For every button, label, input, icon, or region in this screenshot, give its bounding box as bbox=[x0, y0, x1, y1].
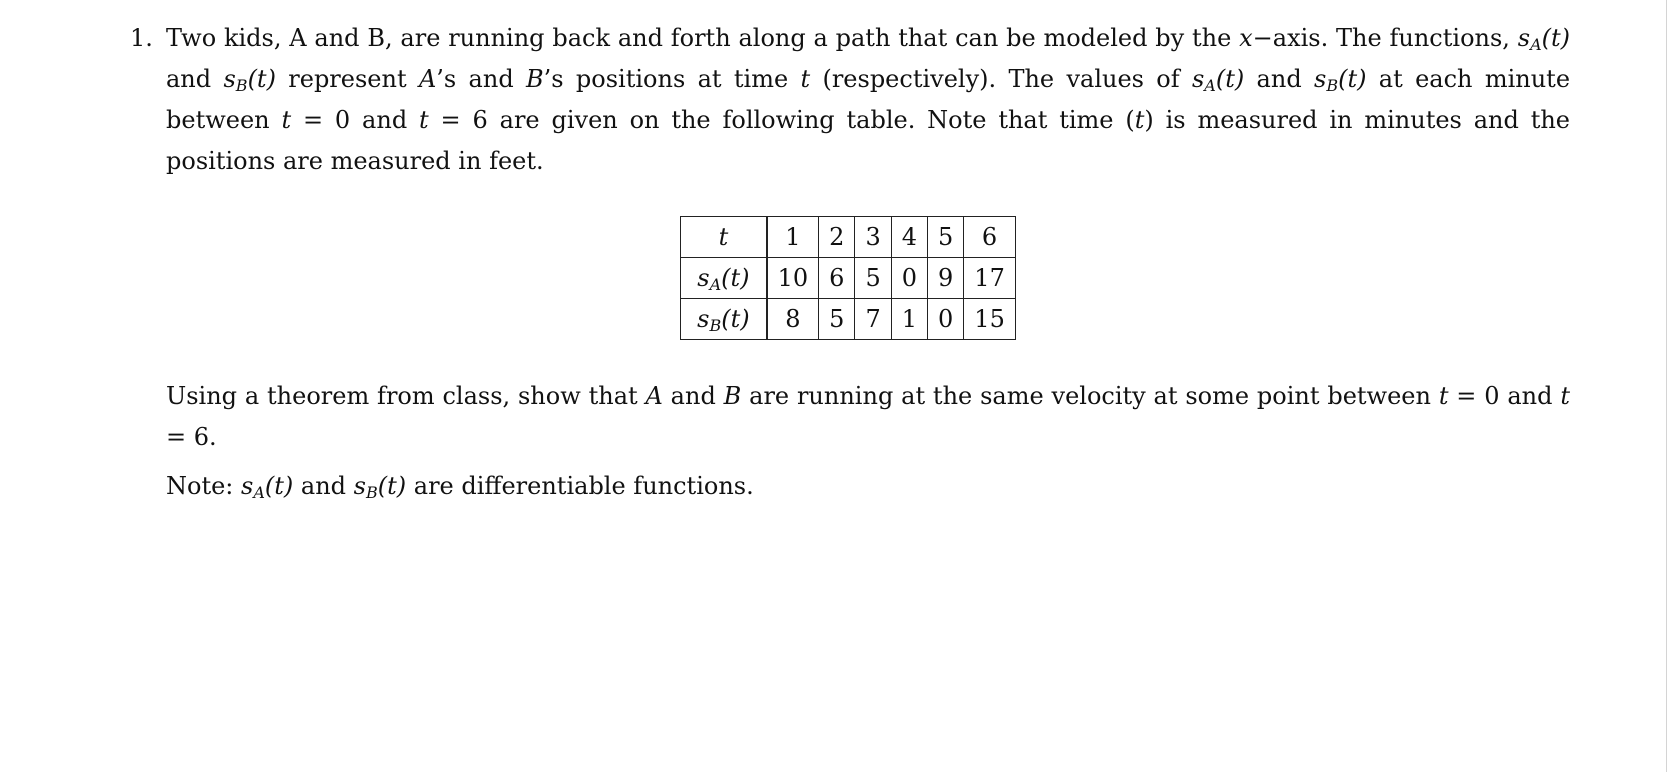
table-cell: 6 bbox=[819, 258, 855, 299]
table-row bbox=[681, 217, 1016, 258]
table-cell: 3 bbox=[855, 217, 891, 258]
problem-note: Note: $s_A(t)$ and $s_B(t)$ are differentiable functions. bbox=[166, 472, 754, 502]
table-row bbox=[681, 299, 1016, 340]
problem-1 bbox=[130, 18, 1570, 507]
table-cell: 17 bbox=[964, 258, 1016, 299]
table-cell: 9 bbox=[928, 258, 964, 299]
row-label: $s_A(t)$ bbox=[681, 258, 767, 299]
table-cell: 10 bbox=[767, 258, 819, 299]
problem-intro: Two kids, A and B, are running back and forth along a path that can be modeled by the x−axis. The functions, $s_A(t)$ and $s_B(t)$ represent A’s and B’s positions at time t (respectively). The values of $s_A(t)$ and $s_B(t)$ at each minute between t = 0 and t = 6 are given on the following table. Note that time (t) is measured in minutes and the positions are measured in feet. bbox=[166, 24, 1571, 175]
table-cell: 2 bbox=[819, 217, 855, 258]
position-table-wrap bbox=[166, 216, 1570, 340]
table-cell: 15 bbox=[964, 299, 1016, 340]
problem-number: 1. bbox=[130, 24, 153, 52]
row-label: $s_B(t)$ bbox=[681, 299, 767, 340]
table-cell: 0 bbox=[891, 258, 927, 299]
table-cell: 1 bbox=[767, 217, 819, 258]
table-cell: 5 bbox=[928, 217, 964, 258]
row-label: t bbox=[681, 217, 767, 258]
table-cell: 1 bbox=[891, 299, 927, 340]
problem-body bbox=[166, 18, 1570, 507]
table-cell: 7 bbox=[855, 299, 891, 340]
table-cell: 6 bbox=[964, 217, 1016, 258]
table-cell: 5 bbox=[819, 299, 855, 340]
table-cell: 4 bbox=[891, 217, 927, 258]
problem-question: Using a theorem from class, show that A and B are running at the same velocity at some point between t = 0 and t = 6. bbox=[166, 382, 1570, 451]
table-row bbox=[681, 258, 1016, 299]
table-cell: 5 bbox=[855, 258, 891, 299]
position-table bbox=[680, 216, 1016, 340]
table-cell: 8 bbox=[767, 299, 819, 340]
table-cell: 0 bbox=[928, 299, 964, 340]
